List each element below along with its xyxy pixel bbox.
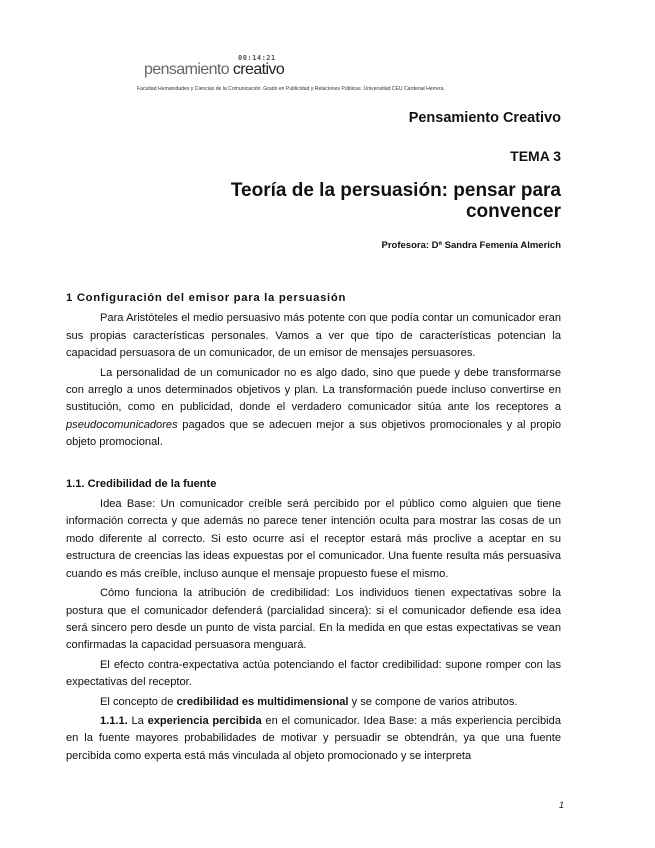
faculty-line: Facultad Humanidades y Ciencias de la Comunicación. Grado en Publicidad y Relaciones Públicas. Universidad CEU Cardenal Herrera. xyxy=(137,86,445,92)
logo xyxy=(144,52,304,80)
course-title: Pensamiento Creativo xyxy=(408,110,561,126)
subsection-number: 1.1.1. xyxy=(100,714,128,727)
section-heading-1-1: 1.1. Credibilidad de la fuente xyxy=(66,477,217,490)
paragraph: El concepto de credibilidad es multidimensional y se compone de varios atributos. xyxy=(100,695,518,708)
document-body xyxy=(66,290,561,767)
logo-wordmark: pensamiento creativo xyxy=(144,61,285,78)
paragraph: 1.1.1. La experiencia percibida en el comunicador. Idea Base: a más experiencia percibida en la fuente mayores probabilidades de motivar y persuadir se obtendrán, ya que una fuente percibida como experta está más vinculada al objeto promocionado y se interpreta xyxy=(66,714,561,762)
paragraph: Cómo funciona la atribución de credibilidad: Los individuos tienen expectativas sobre la postura que el comunicador defenderá (parcialidad sincera): si el comunicador defiende esa idea será sincero pero desde un punto de vista parcial. En la medida en que estas expectativas se vean confirmadas la capacidad persuasora menguará. xyxy=(66,587,561,652)
author-line: Profesora: Dª Sandra Femenía Almerich xyxy=(381,240,561,251)
emphasis-term: pseudocomunicadores xyxy=(66,418,178,431)
logo-clock: 00:14:21 xyxy=(238,54,276,62)
paragraph: Para Aristóteles el medio persuasivo más potente con que podía contar un comunicador eran sus propias características personales. Vamos a ver que tipo de características potencian la capacidad persuasora de un comunicador, de un emisor de mensajes persuasores. xyxy=(66,312,561,360)
bold-term: credibilidad es multidimensional xyxy=(176,695,349,708)
document-title: Teoría de la persuasión: pensar para convencer xyxy=(230,180,561,222)
tema-label: TEMA 3 xyxy=(510,148,561,164)
page-number: 1 xyxy=(558,800,564,810)
paragraph: El efecto contra-expectativa actúa potenciando el factor credibilidad: supone romper con las expectativas del receptor. xyxy=(66,658,561,689)
paragraph: La personalidad de un comunicador no es algo dado, sino que puede y debe transformarse con arreglo a unos determinados objetivos y plan. La transformación puede incluso convertirse en sustitución, como en publicidad, donde el verdadero comunicador sitúa ante los receptores a pseudocomunicadores pagados que se adecuen mejor a sus objetivos promocionales y al propio objeto promocional. xyxy=(66,366,561,449)
paragraph: Idea Base: Un comunicador creíble será percibido por el público como alguien que tiene información correcta y que además no parece tener intención oculta para mostrar las cosas de un modo diferente al correcto. Si esto ocurre así el receptor estará más proclive a aceptar en su estructura de creencias las ideas expuestas por el comunicador. Una fuente resulta más persuasiva cuando es más creíble, incluso aunque el mensaje propuesto fuese el mismo. xyxy=(66,498,561,580)
bold-term: experiencia percibida xyxy=(147,714,262,727)
section-heading-1: 1 Configuración del emisor para la persuasión xyxy=(66,292,347,304)
